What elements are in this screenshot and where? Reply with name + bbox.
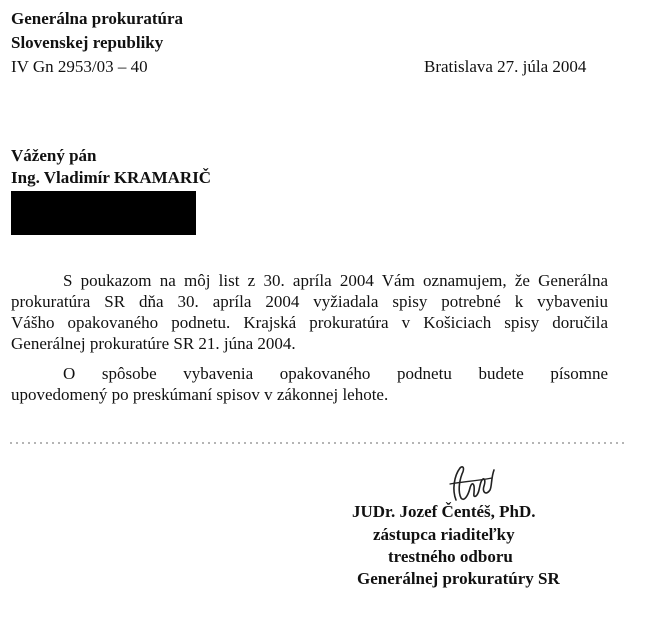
recipient-name: Ing. Vladimír KRAMARIČ (11, 168, 212, 187)
signatory-title-2: trestného odboru (388, 547, 513, 566)
paragraph-2-line-2: upovedomený po preskúmaní spisov v zákonnej lehote. (11, 385, 389, 404)
paragraph-1 (11, 270, 608, 354)
paragraph-2 (11, 363, 608, 405)
handwritten-signature (446, 462, 498, 504)
redacted-address-block (11, 191, 196, 235)
reference-number: IV Gn 2953/03 – 40 (11, 57, 148, 76)
paragraph-1-line-1: S poukazom na môj list z 30. apríla 2004 Vám oznamujem, že Generálna (63, 271, 608, 290)
org-line-2: Slovenskej republiky (11, 33, 164, 52)
paragraph-1-line-4: Generálnej prokuratúre SR 21. júna 2004. (11, 334, 296, 353)
signatory-name: JUDr. Jozef Čentéš, PhD. (352, 502, 536, 521)
place-date: Bratislava 27. júla 2004 (424, 57, 587, 76)
signatory-title-3: Generálnej prokuratúry SR (357, 569, 560, 588)
scan-artifact-dotted-line (8, 442, 628, 444)
salutation: Vážený pán (11, 146, 97, 165)
signatory-title-1: zástupca riaditeľky (373, 525, 515, 544)
paragraph-1-line-2: prokuratúra SR dňa 30. apríla 2004 vyžiadala spisy potrebné k vybaveniu (11, 292, 608, 311)
paragraph-2-line-1: O spôsobe vybavenia opakovaného podnetu budete písomne (63, 364, 608, 383)
paragraph-1-line-3: Vášho opakovaného podnetu. Krajská prokuratúra v Košiciach spisy doručila (11, 313, 608, 332)
org-line-1: Generálna prokuratúra (11, 9, 184, 28)
